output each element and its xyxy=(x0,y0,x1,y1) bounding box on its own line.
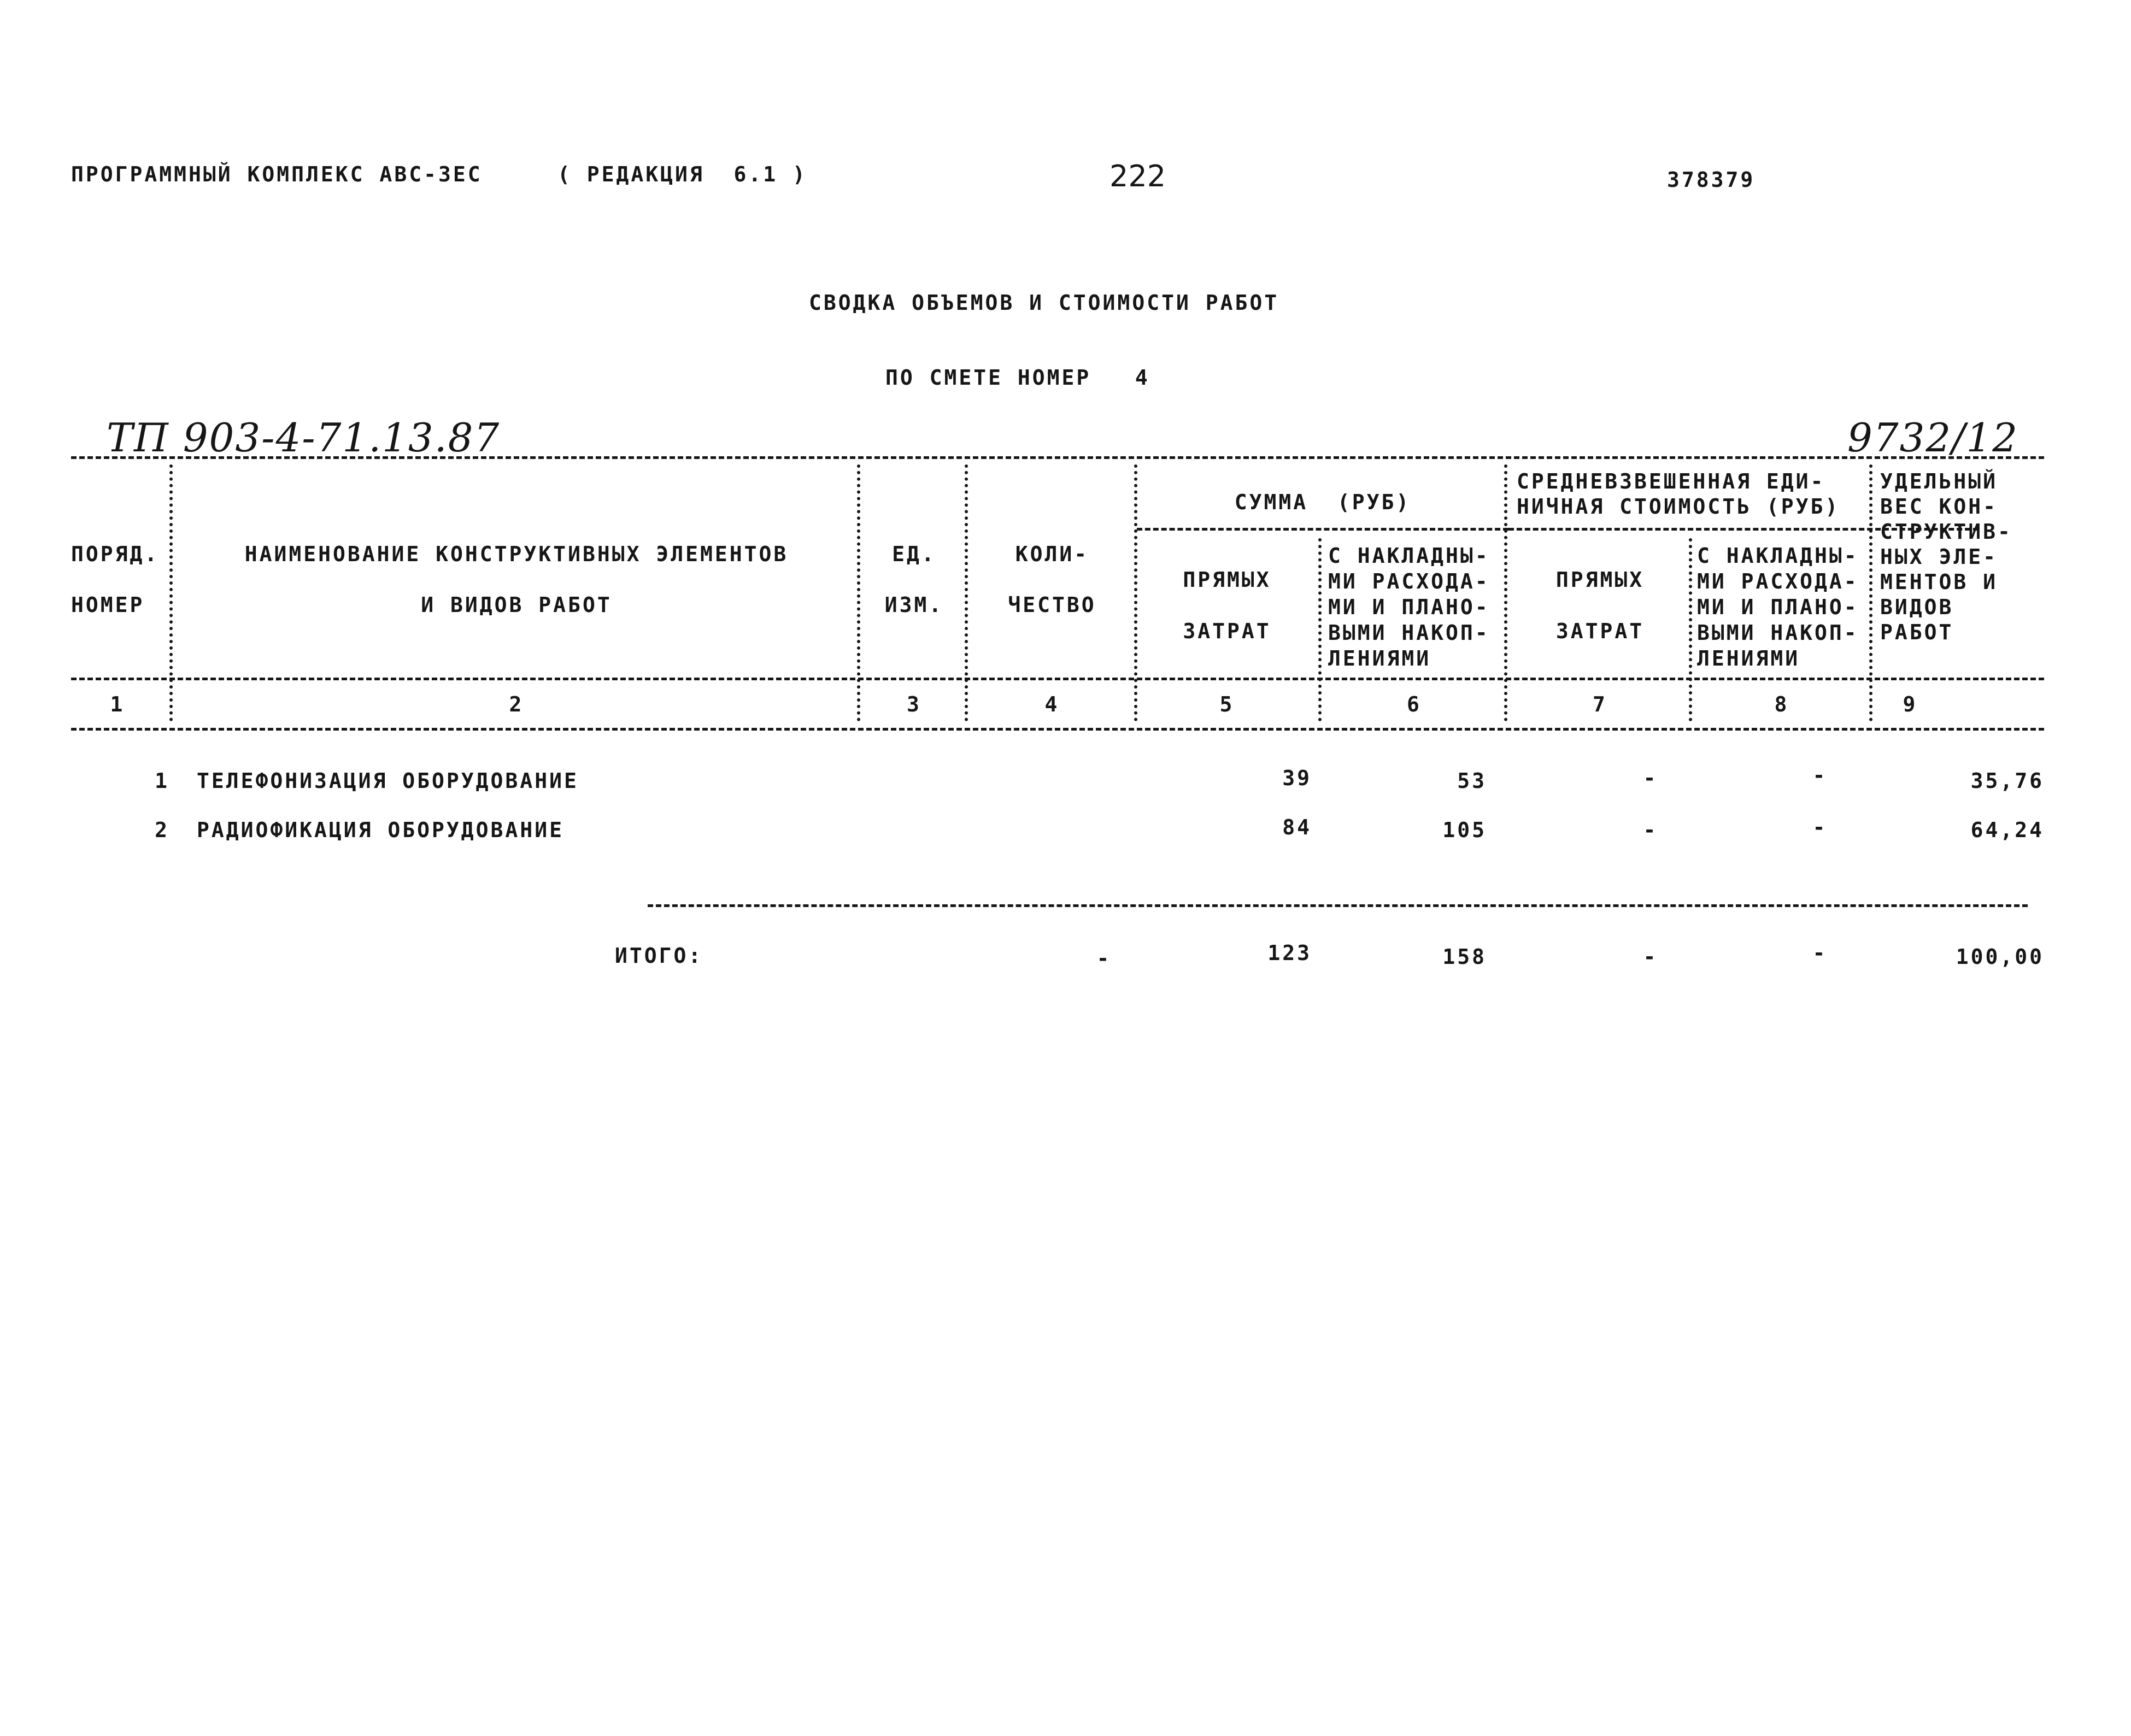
document-code: 378379 xyxy=(1667,168,1756,192)
row-name: РАДИОФИКАЦИЯ ОБОРУДОВАНИЕ xyxy=(197,818,564,842)
col-direct-header: ПРЯМЫХ xyxy=(1183,568,1271,592)
total-direct: 123 xyxy=(1267,941,1312,965)
column-number: 3 xyxy=(907,692,921,716)
col-overhead-header: С НАКЛАДНЫ- xyxy=(1328,544,1490,568)
col-separator xyxy=(1504,464,1507,721)
col-share-header: ВИДОВ xyxy=(1880,595,1954,619)
col-separator xyxy=(1318,538,1322,721)
row-overhead: 53 xyxy=(1457,769,1487,793)
col-name-header: И ВИДОВ РАБОТ xyxy=(421,593,612,617)
col-share-header: НЫХ ЭЛЕ- xyxy=(1880,545,1998,569)
col-overhead2-header: МИ И ПЛАНО- xyxy=(1697,595,1859,619)
sum-group-rule xyxy=(1137,528,1508,531)
row-name: ТЕЛЕФОНИЗАЦИЯ ОБОРУДОВАНИЕ xyxy=(197,769,579,793)
col-overhead2-header: МИ РАСХОДА- xyxy=(1697,569,1859,593)
col-name-header: НАИМЕНОВАНИЕ КОНСТРУКТИВНЫХ ЭЛЕМЕНТОВ xyxy=(244,542,789,566)
col-separator xyxy=(1689,538,1692,721)
column-number: 4 xyxy=(1044,692,1060,716)
col-share-header: МЕНТОВ И xyxy=(1880,570,1998,594)
col-order-label: ПОРЯД. xyxy=(71,542,160,566)
row-share: 35,76 xyxy=(1970,769,2044,793)
total-share: 100,00 xyxy=(1956,945,2044,969)
col-overhead2-header: ЛЕНИЯМИ xyxy=(1697,646,1800,670)
col-unit-header: ИЗМ. xyxy=(884,593,944,617)
col-overhead-header: МИ И ПЛАНО- xyxy=(1328,595,1490,619)
col-overhead-header: ВЫМИ НАКОП- xyxy=(1328,621,1490,645)
row-avg-overhead: - xyxy=(1812,815,1828,839)
column-number: 8 xyxy=(1774,692,1789,716)
avg-group-header: СРЕДНЕВЗВЕШЕННАЯ ЕДИ- xyxy=(1517,469,1825,493)
header-bottom-rule xyxy=(71,678,2044,680)
col-separator xyxy=(857,464,860,721)
page-number: 222 xyxy=(1109,159,1166,193)
column-number: 5 xyxy=(1219,692,1235,716)
program-name: ПРОГРАММНЫЙ КОМПЛЕКС АВС-ЗЕС xyxy=(71,162,483,186)
row-number: 1 xyxy=(155,769,169,793)
total-rule xyxy=(648,904,2028,907)
row-direct: 84 xyxy=(1282,815,1312,839)
row-overhead: 105 xyxy=(1442,818,1487,842)
col-direct-header: ЗАТРАТ xyxy=(1183,619,1271,643)
col-overhead2-header: С НАКЛАДНЫ- xyxy=(1697,544,1859,568)
col-order-label: НОМЕР xyxy=(71,593,145,617)
column-number: 7 xyxy=(1593,692,1607,716)
col-overhead-header: ЛЕНИЯМИ xyxy=(1328,646,1431,670)
col-direct2-header: ЗАТРАТ xyxy=(1555,619,1645,643)
col-overhead-header: МИ РАСХОДА- xyxy=(1328,569,1490,593)
total-avg-overhead: - xyxy=(1812,941,1828,965)
document-subtitle: ПО СМЕТЕ НОМЕР 4 xyxy=(885,366,1150,390)
col-separator xyxy=(1134,464,1137,721)
col-separator xyxy=(1869,464,1872,721)
col-qty-header: ЧЕСТВО xyxy=(1008,593,1096,617)
col-qty-header: КОЛИ- xyxy=(1015,542,1089,566)
column-number: 2 xyxy=(509,692,524,716)
col-overhead2-header: ВЫМИ НАКОП- xyxy=(1697,621,1859,645)
row-avg-direct: - xyxy=(1643,818,1658,842)
col-share-header: РАБОТ xyxy=(1880,620,1954,644)
row-avg-direct: - xyxy=(1643,766,1658,790)
sum-group-header: СУММА (РУБ) xyxy=(1234,490,1411,514)
column-number: 9 xyxy=(1903,692,1918,716)
row-direct: 39 xyxy=(1282,766,1312,790)
col-direct2-header: ПРЯМЫХ xyxy=(1555,568,1645,592)
column-number: 1 xyxy=(110,692,125,716)
table-top-rule xyxy=(71,456,2044,459)
col-share-header: УДЕЛЬНЫЙ xyxy=(1880,469,1998,493)
edition-label: ( РЕДАКЦИЯ 6.1 ) xyxy=(557,162,807,186)
handwritten-project-code: ТП 903-4-71.13.87 xyxy=(107,415,501,461)
row-avg-overhead: - xyxy=(1812,763,1828,787)
col-unit-header: ЕД. xyxy=(892,542,936,566)
handwritten-sheet-number: 9732/12 xyxy=(1847,415,2019,461)
col-separator xyxy=(169,464,173,721)
row-number: 2 xyxy=(155,818,169,842)
total-overhead: 158 xyxy=(1442,945,1487,969)
document-title: СВОДКА ОБЪЕМОВ И СТОИМОСТИ РАБОТ xyxy=(809,291,1279,315)
total-avg-direct: - xyxy=(1643,945,1658,969)
total-label: ИТОГО: xyxy=(615,944,703,968)
row-share: 64,24 xyxy=(1970,818,2044,842)
col-share-header: ВЕС КОН- xyxy=(1880,495,1998,519)
col-separator xyxy=(965,464,968,721)
col-share-header: СТРУКТИВ- xyxy=(1880,520,2012,544)
total-qty: - xyxy=(1096,946,1112,970)
column-number: 6 xyxy=(1407,692,1422,716)
avg-group-header: НИЧНАЯ СТОИМОСТЬ (РУБ) xyxy=(1517,495,1840,519)
column-numbers-rule xyxy=(71,728,2044,731)
